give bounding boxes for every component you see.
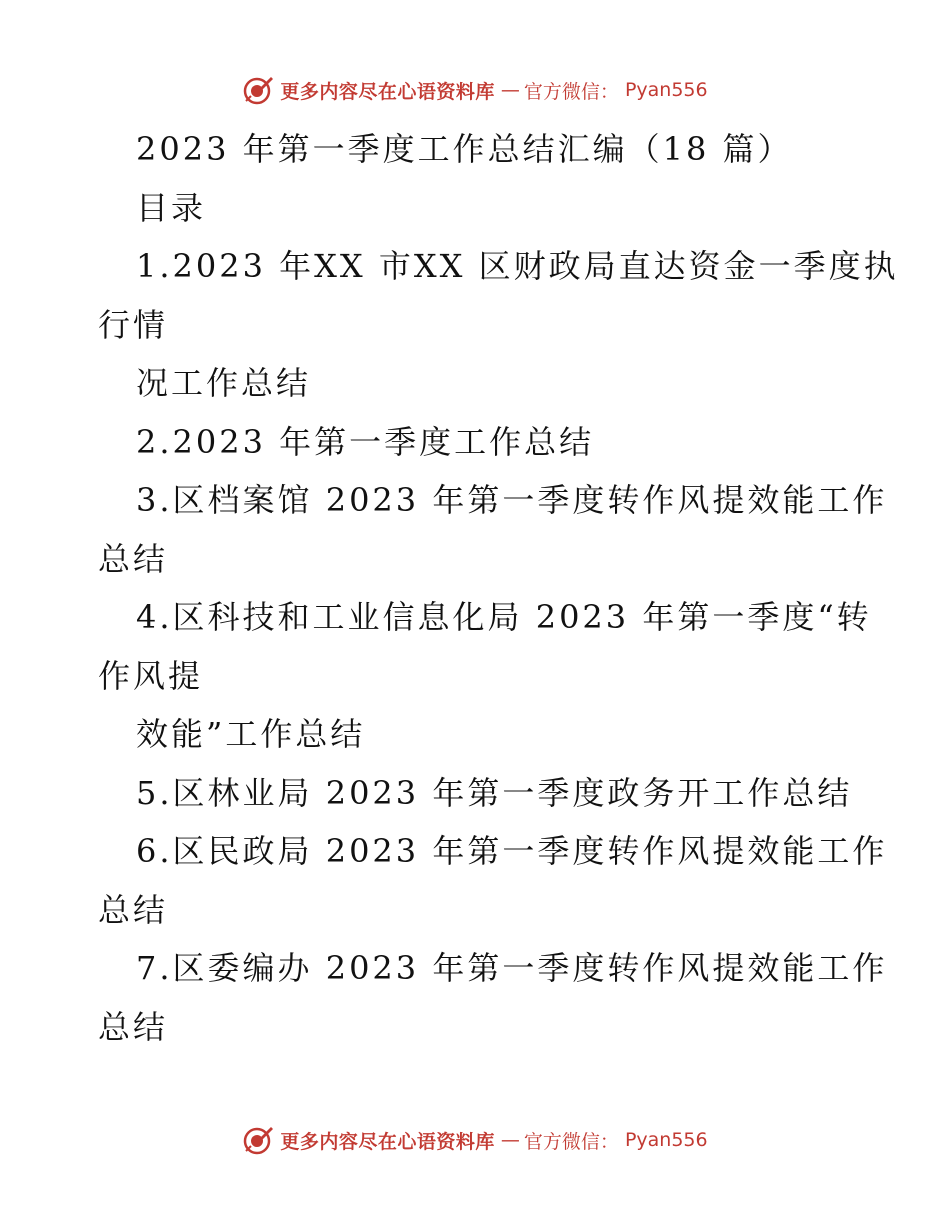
document-line: 6.区民政局 2023 年第一季度转作风提效能工作 [136,832,888,870]
watermark-separator: — [500,1129,518,1151]
watermark-footer [0,1120,950,1160]
watermark-wechat-label: 官方微信： [523,1130,619,1153]
document-line: 4.区科技和工业信息化局 2023 年第一季度“转 [136,598,872,636]
document-body [98,120,899,1056]
watermark-header [0,70,950,110]
document-line: 5.区林业局 2023 年第一季度政务开工作总结 [136,773,853,812]
document-line: 1.2023 年XX 市XX 区财政局直达资金一季度执 [136,247,899,285]
pen-logo-icon [242,1124,274,1156]
document-line: 效能”工作总结 [136,715,366,753]
watermark-wechat-id: Pyan556 [624,79,708,101]
watermark-wechat-label: 官方微信： [523,80,619,103]
document-line: 总结 [98,890,169,929]
watermark-separator: — [500,79,518,101]
watermark-brand: 更多内容尽在心语资料库 [280,80,495,103]
document-line: 2023 年第一季度工作总结汇编（18 篇） [136,130,793,168]
document-line: 总结 [98,539,169,578]
document-line: 况工作总结 [136,364,312,402]
document-line: 2.2023 年第一季度工作总结 [136,422,595,461]
watermark-wechat-id: Pyan556 [624,1129,708,1151]
document-line: 目录 [136,188,207,227]
watermark-brand: 更多内容尽在心语资料库 [280,1130,495,1153]
document-line: 作风提 [98,656,204,695]
document-line: 3.区档案馆 2023 年第一季度转作风提效能工作 [136,481,888,519]
pen-logo-icon [242,74,274,106]
document-line: 7.区委编办 2023 年第一季度转作风提效能工作 [136,949,888,987]
document-line: 行情 [98,305,169,344]
document-line: 总结 [98,1007,169,1046]
